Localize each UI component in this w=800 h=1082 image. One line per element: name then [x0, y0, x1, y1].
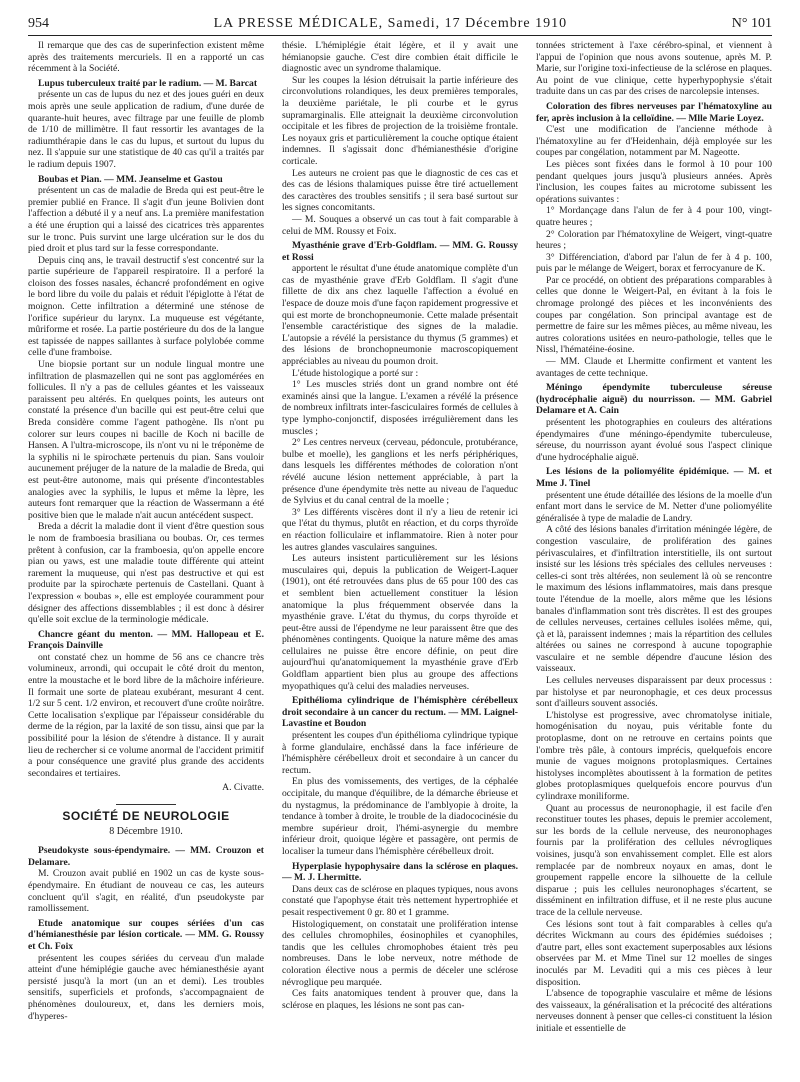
column-middle — [282, 40, 518, 1072]
paragraph: Une biopsie portant sur un nodule lingual montre une infiltration de plasmazellen qui ne sont pas agglomérées en follicules. Il n'y a pas de cellules géantes et les vaisseaux paraissent peu altérés. En quelques points, les auteurs ont constaté la présence d'un bacille qui est peut-être celui que Breda considère comme l'agent pathogène. Ils n'ont pu colorer sur leurs coupes ni bacille de Koch ni bacille de Hansen. A l'ultra-microscope, ils n'ont vu ni le tréponème de la syphilis ni le spirochæte pertenuis du pian. Sans vouloir aucunement préjuger de la nature de la maladie de Breda, qui est peut-être autonome, mais qui présente d'incontestables analogies avec la syphilis, le lupus et même la lèpre, les auteurs font remarquer que la réaction de Wassermann a été positive bien que le malade n'ait aucun antécédent suspect. — [28, 359, 264, 521]
paragraph: L'histolyse est progressive, avec chromatolyse initiale, homogénisation du noyau, puis véritable fonte du protoplasme, dont on ne retrouve en certains points que l'ombre très pâle, à contours imprécis, quelquefois encore munie de vagues moignons protoplasmiques. Certaines histolyses incomplètes aboutissent à la formation de petites globes protoplasmiques quelquefois encore pourvus d'un cylindraxe moniliforme. — [536, 709, 772, 802]
paragraph: M. Crouzon avait publié en 1902 un cas de kyste sous-épendymaire. En étudiant de nouveau ce cas, les auteurs concluent qu'il s'agit, en réalité, d'un pseudokyste par ramollissement. — [28, 868, 264, 915]
paragraph: — MM. Claude et Lhermitte confirment et vantent les avantages de cette technique. — [536, 356, 772, 379]
journal-title: LA PRESSE MÉDICALE, Samedi, 17 Décembre 1910 — [213, 16, 568, 31]
society-heading: SOCIÉTÉ DE NEUROLOGIE — [62, 809, 230, 823]
paragraph: Les auteurs insistent particulièrement sur les lésions musculaires qui, depuis la publication de Weigert-Laquer (1901), ont été retrouvées dans plus de 65 pour 100 des cas et semblent bien actuellement constituer la lésion anatomique la plus fréquemment observée dans la myasthénie grave. L'état du thymus, du corps thyroïde et peut-être aussi de l'épendyme ne leur paraissent être que des phénomènes contingents. Quoique la nature même des amas cellulaires ne puisse être encore définie, on peut dire aujourd'hui qu'anatomiquement la myasthénie grave d'Erb Goldflam appartient bien plus au groupe des affections myopathiques qu'à celui des maladies nerveuses. — [282, 553, 518, 692]
paragraph: Breda a décrit la maladie dont il vient d'être question sous le nom de framboesia brasiliana ou boubas. Or, ces termes prêtent à confusion, car la framboesia, qu'on appelle encore pian ou yaws, est une maladie toute différente qui atteint rarement la muqueuse, qui n'est pas destructive et qui est produite par la spirochæte pertenuis de Castellani. Quant à l'expression « boubas », elle est employée couramment pour désigner des affections dissemblables ; il est donc à désirer qu'elle soit exclue de la terminologie médicale. — [28, 521, 264, 626]
paragraph: Quant au processus de neuronophagie, il est facile d'en reconstituer toutes les phases, depuis le premier accolement, sur les bords de la cellule nerveuse, des neuronophages fournis par la prolifération des cellules névrogliques voisines, jusqu'à son envahissement complet. Elle est alors remplacée par de nombreux noyaux en amas, dont le groupement rappelle encore la silhouette de la cellule disparue ; puis les cellules neuronophages s'écartent, se disséminent en infiltration diffuse, et il ne reste plus aucune trace de la cellule nerveuse. — [536, 802, 772, 918]
paragraph: Histologiquement, on constatait une prolifération intense des cellules chromophiles, éosinophiles et cyanophiles, tandis que les cellules chromophobes étaient très peu nombreuses. Dans le lobe nerveux, notre méthode de coloration élective nous a permis de déceler une sclérose névroglique peu marquée. — [282, 918, 518, 988]
paragraph: présentent un cas de maladie de Breda qui est peut-être le premier publié en France. Il s'agit d'un jeune Bolivien dont l'affection a débuté il y a neuf ans. La première manifestation a été une éruption qui a laissé des cicatrices très apparentes sur le tronc. Puis survint une large ulcération sur le dos du pied droit et plus tard sur la fesse correspondante. — [28, 185, 264, 255]
page-header — [28, 10, 772, 36]
paragraph: présentent les photographies en couleurs des altérations épendymaires d'une méningo-épendymite tuberculeuse, séreuse, du nourrisson ayant évolué sous l'aspect clinique d'une hydrocéphalie aiguë. — [536, 417, 772, 463]
paragraph: Les auteurs ne croient pas que le diagnostic de ces cas et des cas de lésions thalamiques puisse être tiré actuellement des caractères des troubles sensitifs ; il sera basé surtout sur les signes concomitants. — [282, 167, 518, 214]
paragraph: L'étude histologique a porté sur : — [292, 367, 419, 379]
page-number: 954 — [28, 16, 49, 31]
list-item: 3° Différenciation, d'abord par l'alun de fer à 4 p. 100, puis par le mélange de Weigert, borax et ferrocyanure de K. — [536, 251, 772, 275]
paragraph: Dans deux cas de sclérose en plaques typiques, nous avons constaté que l'apophyse était très nettement hypertrophiée et pesait respectivement 0 gr. 80 et 1 gramme. — [282, 883, 518, 918]
list-item: 1° Mordançage dans l'alun de fer à 4 pour 100, vingt-quatre heures ; — [536, 205, 772, 228]
paragraph: présentent les coupes sériées du cerveau d'un malade atteint d'une hémiplégie gauche avec hémianesthésie ayant persisté jusqu'à la mort (un an et demi). Les troubles sensitifs, superficiels et profonds, s'accompagnaient de phénomènes douloureux, et, dans les derniers mois, d'hyperes- — [28, 952, 264, 1022]
session-date: 8 Décembre 1910. — [109, 825, 183, 837]
paragraph: Les cellules nerveuses disparaissent par deux processus : par histolyse et par neuronophagie, et ces deux processus sont d'ailleurs souvent associés. — [536, 675, 772, 710]
article-title: Boubas et Pian. — MM. Jeanselme et Gastou — [38, 173, 223, 185]
article-title: Myasthénie grave d'Erb-Goldflam. — MM. G. Roussy et Rossi — [282, 240, 518, 263]
article-title: Coloration des fibres nerveuses par l'hématoxyline au fer, après inclusion à la celloïdine. — Mlle Marie Loyez. — [536, 100, 772, 124]
list-item: 2° Les centres nerveux (cerveau, pédoncule, protubérance, bulbe et moelle), les ganglions et les nerfs périphériques, dans lesquels les différentes méthodes de coloration n'ont révélé aucune lésion nettement appréciable, à part la présence d'une épendymite très nette au niveau de l'aqueduc de Sylvius et du canal central de la moelle ; — [282, 437, 518, 507]
article-title: Pseudokyste sous-épendymaire. — MM. Crouzon et Delamare. — [28, 845, 264, 868]
paragraph: présentent une étude détaillée des lésions de la moelle d'un enfant mort dans le service de M. Netter d'une poliomyélite généralisée à type de maladie de Landry. — [536, 489, 772, 524]
list-item: 3° Les différents viscères dont il n'y a lieu de retenir ici que l'état du thymus, plutôt en réaction, et du corps thyroïde en réaction folliculaire et inflammatoire. Rien à noter pour les autres glandes vasculaires sanguines. — [282, 506, 518, 553]
paragraph: thésie. L'hémiplégie était légère, et il y avait une hémianopsie gauche. C'est dire combien était difficile le diagnostic avec un syndrome thalamique. — [282, 40, 518, 75]
article-title: Les lésions de la poliomyélite épidémique. — M. et Mme J. Tinel — [536, 466, 772, 489]
article-title: Etude anatomique sur coupes sériées d'un cas d'hémianesthésie par lésion corticale. — MM. G. Roussy et Ch. Foix — [28, 917, 264, 952]
paragraph: L'absence de topographie vasculaire et même de lésions des vaisseaux, la généralisation et la précocité des altérations nerveuses donnent à penser que celles-ci constituent la lésion initiale et essentielle de — [536, 988, 772, 1034]
paragraph: ont constaté chez un homme de 56 ans ce chancre très volumineux, arrondi, qui occupait le côté droit du menton, entre la moustache et le bord libre de la mâchoire inférieure. Il formait une sorte de plateau exubérant, mesurant 4 cent. 1/2 sur 5 cent. 1/2 environ, et recouvert d'une croûte noirâtre. Cette localisation s'explique par l'épaisseur considérable du derme de la région, par la laxité de son tissu, ainsi que par la possibilité pour la lésion de s'étendre à distance. Il y aurait lieu de rechercher si ce volume anormal de l'accident primitif a pour conséquence une gravité plus grande des accidents secondaires et tertiaires. — [28, 651, 264, 779]
paragraph: En plus des vomissements, des vertiges, de la céphalée occipitale, du manque d'équilibre, de la démarche ébrieuse et du nystagmus, la prédominance de l'amblyopie à droite, la tendance à tomber à droite, le trouble de la diadococinésie du membre supérieur droit, l'hémi-asynergie du membre inférieur droit, quoique légère et passagère, ont permis de localiser la tumeur dans l'hémisphère cérébelleux droit. — [282, 776, 518, 857]
section-divider — [116, 804, 176, 805]
paragraph: présentent les coupes d'un épithélioma cylindrique typique à forme glandulaire, enchâssé dans la face inférieure de l'hémisphère cérébelleux droit et secondaire à un cancer du rectum. — [282, 730, 518, 776]
paragraph: A côté des lésions banales d'irritation méningée légère, de congestion vasculaire, de prolifération des gaines périvasculaires, et d'infiltration interstitielle, ils ont surtout insisté sur les lésions très spéciales des cellules nerveuses : celles-ci sont très altérées, non seulement là où se rencontre le maximum des lésions inflammatoires, mais dans presque toute l'étendue de la moelle, alors même que les lésions banales d'inflammation sont très discrètes. Il est des groupes de cellules nerveuses, certaines cellules isolées même, qui, çà et là, paraissent indemnes ; mais la répartition des cellules altérées ou saines ne correspond à aucune topographie vasculaire et ne semble dépendre d'aucune lésion des vaisseaux. — [536, 524, 772, 675]
paragraph: Ces lésions sont tout à fait comparables à celles qu'a décrites Wickmann au cours des épidémies suédoises ; d'autre part, elles sont exactement superposables aux lésions observées par M. et Mme Tinel sur 12 moelles de singes inoculés par M. Levaditi qui a mis ces pièces à leur disposition. — [536, 918, 772, 988]
paragraph: Depuis cinq ans, le travail destructif s'est concentré sur la partie supérieure de l'appareil respiratoire. Il a perforé la cloison des fosses nasales, échancré profondément en ogive le bord libre du voile du palais et réduit l'épiglotte à l'état de moignon. Cette infiltration a déterminé une sténose de l'orifice supérieur du larynx. La muqueuse est végétante, mûriforme et rosée. La partie postérieure du dos de la langue est tapissée de nappes saillantes à surface polylobée comme celle d'une framboise. — [28, 254, 264, 359]
article-title: Epithélioma cylindrique de l'hémisphère cérébelleux droit secondaire à un cancer du rectum. — MM. Laignel-Lavastine et Boudon — [282, 695, 518, 730]
issue-number: N° 101 — [731, 16, 772, 31]
article-title: Lupus tuberculeux traité par le radium. — M. Barcat — [38, 77, 258, 89]
paragraph: Ces faits anatomiques tendent à prouver que, dans la sclérose en plaques, les lésions ne sont pas can- — [282, 988, 518, 1011]
list-item: 1° Les muscles striés dont un grand nombre ont été examinés ainsi que la langue. L'examen a révélé la présence de nombreux infiltrats inter-fasciculaires formés de cellules à type lympho-conjonctif, disposées irrégulièrement dans les muscles ; — [282, 379, 518, 437]
column-right — [536, 40, 772, 1072]
signature: A. Civatte. — [222, 782, 264, 794]
article-title: Chancre géant du menton. — MM. Hallopeau et E. François Dainville — [28, 628, 264, 652]
article-title: Hyperplasie hypophysaire dans la sclérose en plaques. — M. J. Lhermitte. — [282, 860, 518, 884]
paragraph: Il remarque que des cas de superinfection existent même après des traitements mercuriels. Il en a rapporté un cas récemment à la Société. — [28, 40, 264, 75]
article-title: Méningo épendymite tuberculeuse séreuse (hydrocéphalie aiguë) du nourrisson. — MM. Gabriel Delamare et A. Cain — [536, 382, 772, 417]
paragraph: Sur les coupes la lésion détruisait la partie inférieure des circonvolutions rolandiques, les deux premières temporales, la deuxième pariétale, le pli courbe et le gyrus supramarginalis. Elle atteignait la deuxième circonvolution occipitale et les fibres de projection de la troisième frontale. Les noyaux gris et particulièrement la couche optique étaient indemnes. Il s'agissait donc d'hémianesthésie d'origine corticale. — [282, 74, 518, 167]
paragraph: présente un cas de lupus du nez et des joues guéri en deux mois après une seule application de radium, d'une durée de quarante-huit heures, avec filtrage par une feuille de plomb de 1/10 de millimètre. Il faut ressortir les avantages de la radiumthérapie dans le cas du lupus, et surtout du lupus du nez. Il s'appuie sur une statistique de 40 cas qu'il a traités par le radium depuis 1907. — [28, 89, 264, 170]
paragraph: — M. Souques a observé un cas tout à fait comparable à celui de MM. Roussy et Foix. — [282, 213, 518, 237]
paragraph: apportent le résultat d'une étude anatomique complète d'un cas de myasthénie grave d'Erb Goldflam. Il s'agit d'une fillette de dix ans chez laquelle l'affection a évolué en l'espace de douze mois d'une façon rapidement progressive et qui est morte de bronchopneumonie. Cette malade présentait l'ensemble caractéristique des signes de la maladie. L'autopsie a révélé la persistance du thymus (5 grammes) et des lésions de bronchopneumonie macroscopiquement appréciables au niveau du poumon droit. — [282, 263, 518, 368]
paragraph: C'est une modification de l'ancienne méthode à l'hématoxyline au fer d'Heidenhain, déjà employée sur les coupes par congélation, notamment par M. Nageotte. — [536, 124, 772, 159]
paragraph: tonnées strictement à l'axe cérébro-spinal, et viennent à l'appui de l'opinion que nous avons soutenue, après M. P. Marie, sur l'origine toxi-infectieuse de la sclérose en plaques. Au point de vue clinique, cette hyperhypophysie s'était traduite dans un cas par des crises de narcolepsie intenses. — [536, 40, 772, 98]
paragraph: Les pièces sont fixées dans le formol à 10 pour 100 pendant quelques jours jusqu'à plusieurs années. Après l'inclusion, les coupes faites au microtome subissent les opérations suivantes : — [536, 158, 772, 205]
paragraph: Par ce procédé, on obtient des préparations comparables à celles que donne le Weigert-Pal, en évitant à la fois le chromage prolongé des pièces et les inconvénients des coupes par congélation. Son principal avantage est de permettre de faire sur les mêmes pièces, au même niveau, les autres colorations usitées en neuro-pathologie, telles que le Nissl, l'hématéine-éosine. — [536, 274, 772, 356]
column-left — [28, 40, 264, 1072]
list-item: 2° Coloration par l'hématoxyline de Weigert, vingt-quatre heures ; — [536, 228, 772, 252]
